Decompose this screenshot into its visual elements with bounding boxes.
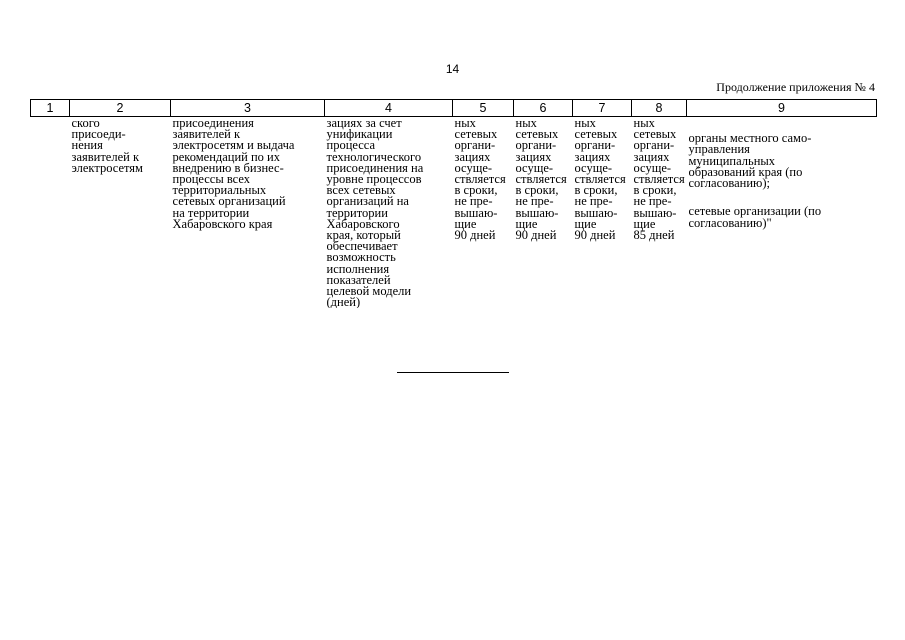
header-col-1: 1 [31, 100, 70, 117]
header-col-5: 5 [453, 100, 514, 117]
cell-col-6: ных сетевых органи- зациях осуще- ствляется в сроки, не пре- вышаю- щие 90 дней [515, 116, 567, 243]
cell-col-3: присоединения заявителей к электросетям и выдача рекомендаций по их внедрению в бизнес- процессы всех территориальных сетевых организаций на территории Хабаровского края [172, 116, 295, 231]
cell-col-7: ных сетевых органи- зациях осуще- ствляется в сроки, не пре- вышаю- щие 90 дней [574, 116, 626, 243]
page-number: 14 [445, 62, 460, 76]
header-col-8: 8 [632, 100, 687, 117]
end-divider-line [397, 372, 509, 373]
cell-col-5: ных сетевых органи- зациях осуще- ствляется в сроки, не пре- вышаю- щие 90 дней [454, 116, 506, 243]
header-col-3: 3 [171, 100, 325, 117]
header-col-2: 2 [70, 100, 171, 117]
header-col-6: 6 [514, 100, 573, 117]
appendix-continuation-label: Продолжение приложения № 4 [716, 80, 875, 94]
responsible-network-organizations: сетевые организации (по согласованию)" [688, 204, 822, 230]
cell-col-9 [687, 117, 877, 309]
appendix-table [30, 99, 877, 308]
cell-col-4: зациях за счет унификации процесса технологического присоединения на уровне процессов всех сетевых организаций на территории Хабаровского края, который обеспечивает возможность исполнения показателей целевой модели (дней) [326, 116, 424, 309]
responsible-local-authorities: органы местного само- управления муниципальных образований края (по согласованию); [688, 131, 812, 191]
table-row [31, 117, 877, 309]
header-col-7: 7 [573, 100, 632, 117]
cell-col-2: ского присоеди- нения заявителей к электросетям [71, 116, 143, 175]
header-col-4: 4 [325, 100, 453, 117]
cell-col-1 [31, 117, 70, 309]
cell-col-8: ных сетевых органи- зациях осуще- ствляется в сроки, не пре- вышаю- щие 85 дней [633, 116, 685, 243]
table-header-row [31, 100, 877, 117]
header-col-9: 9 [687, 100, 877, 117]
